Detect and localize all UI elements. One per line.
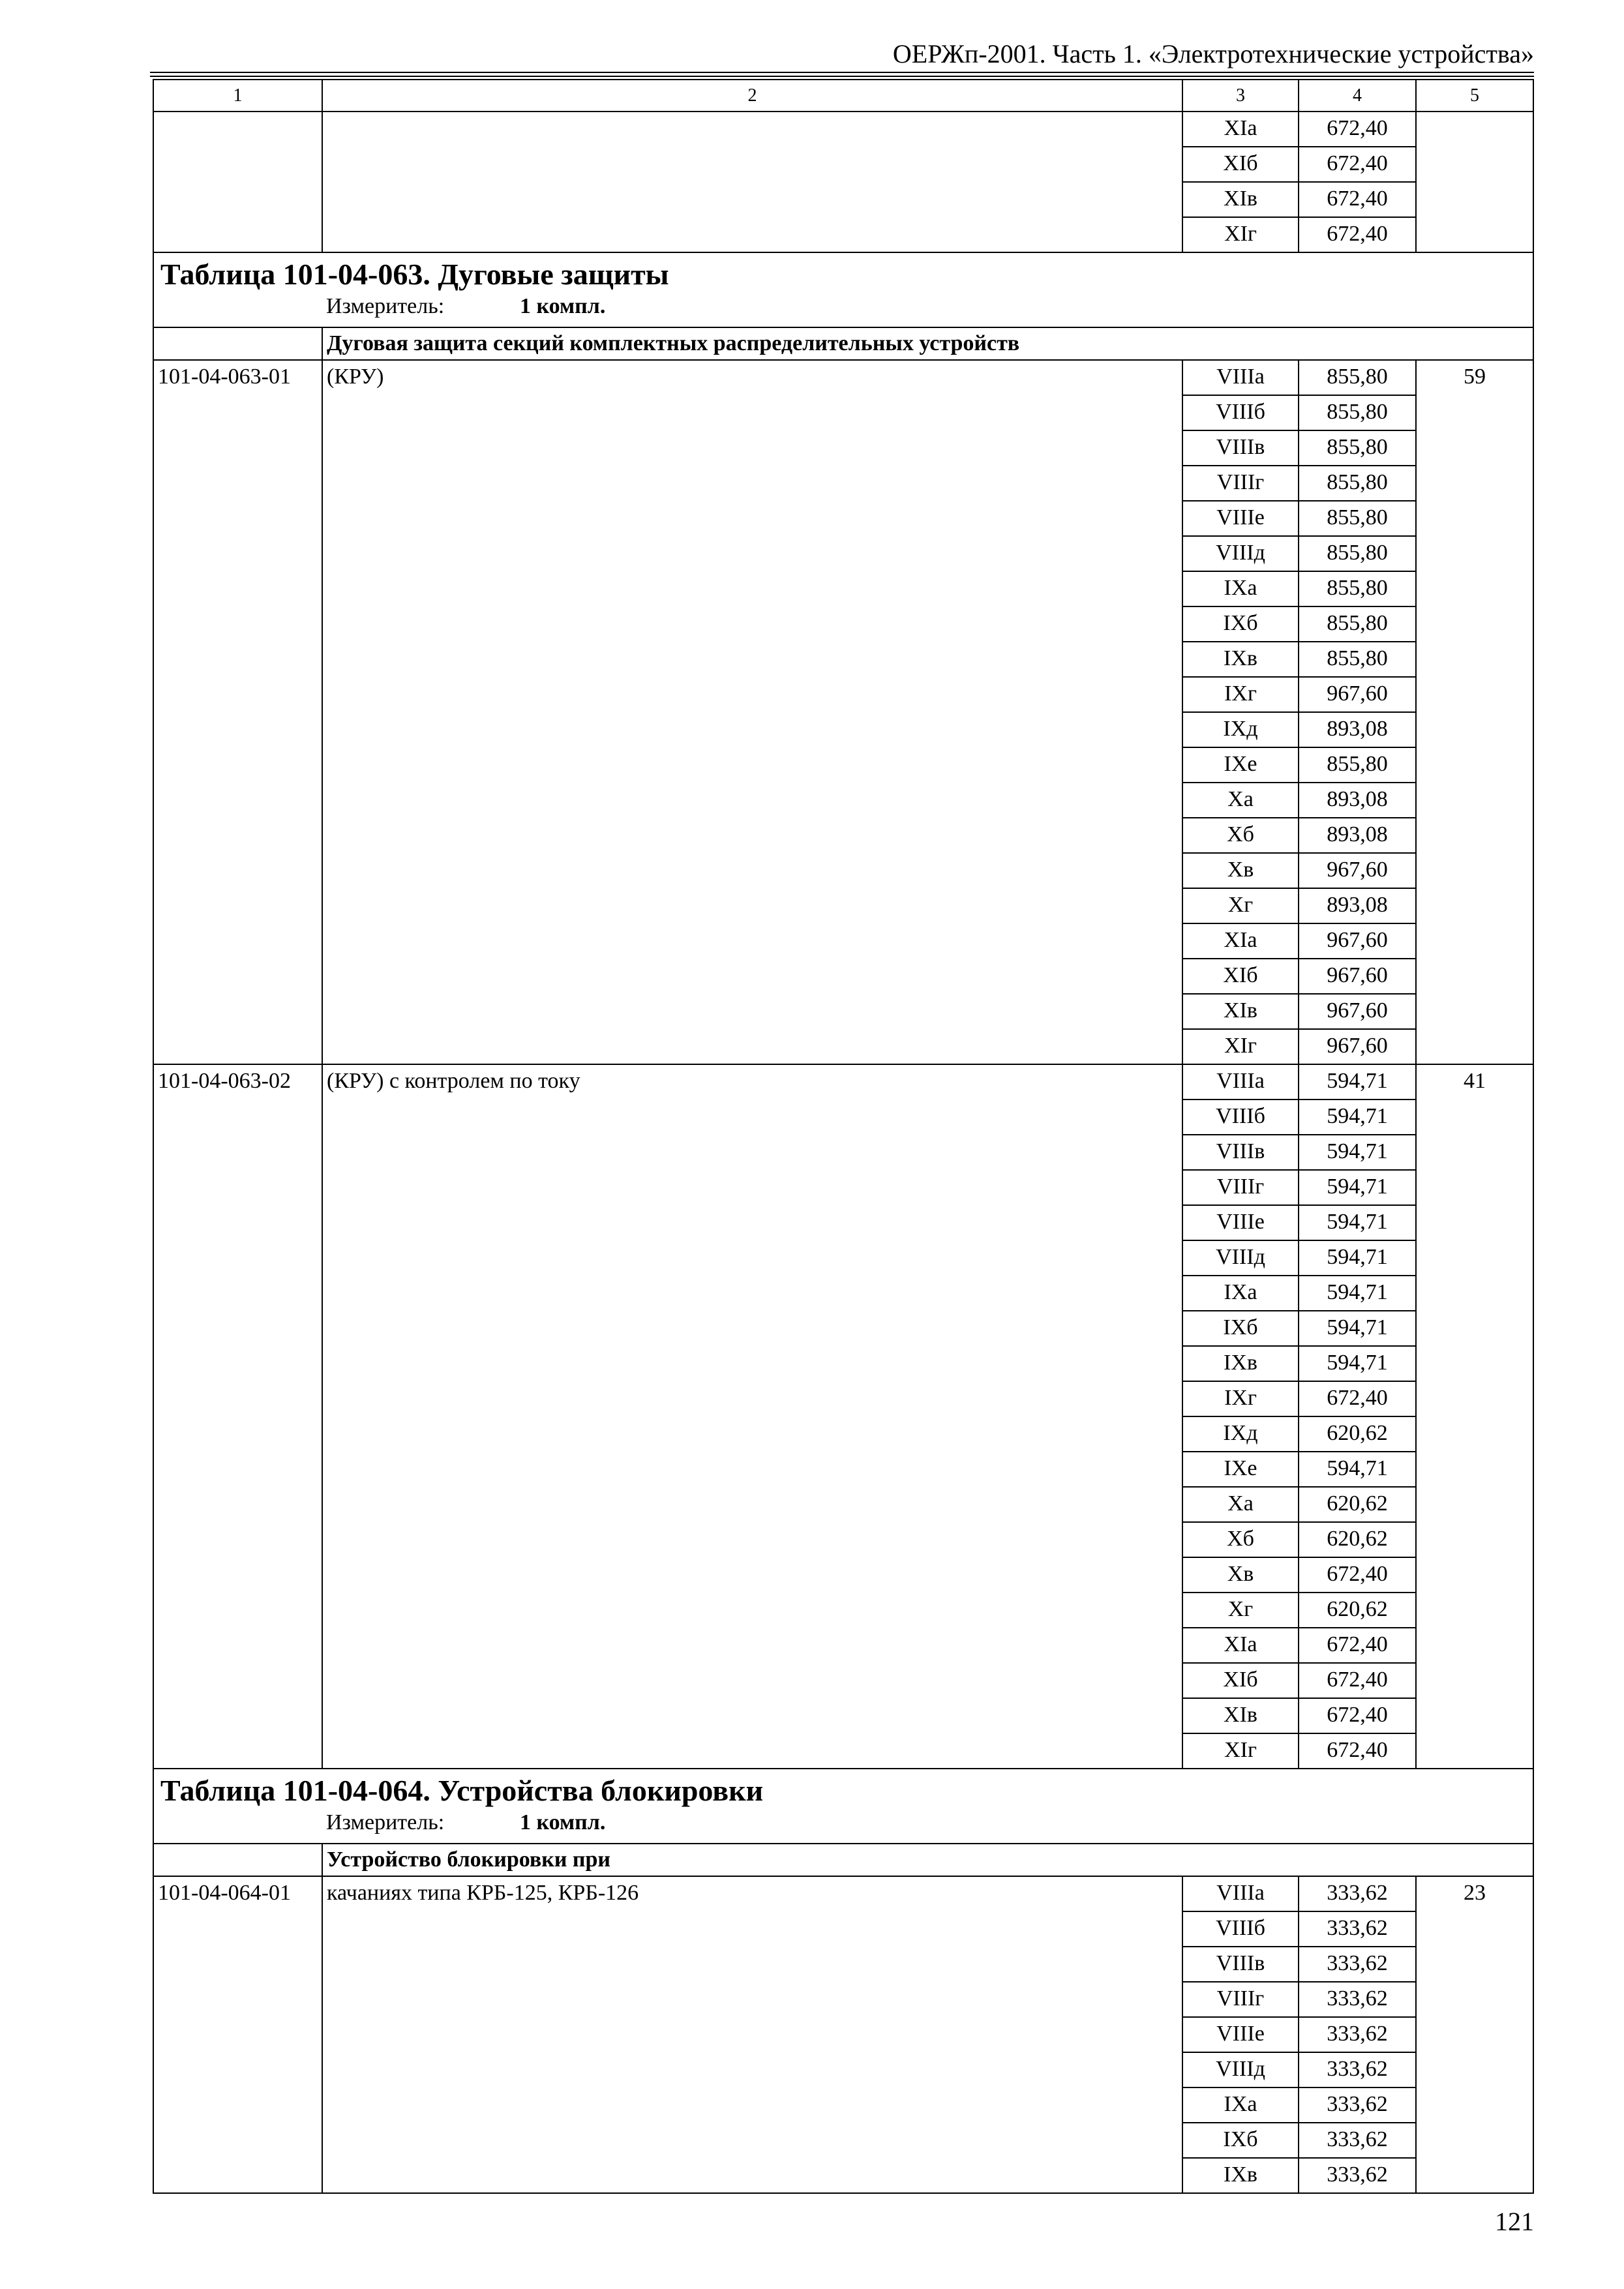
item-column-5 (1416, 112, 1533, 252)
price-value: 672,40 (1299, 1381, 1416, 1416)
item-code: 101-04-064-01 (153, 1876, 322, 2193)
price-value: 594,71 (1299, 1135, 1416, 1170)
price-value: 594,71 (1299, 1276, 1416, 1311)
price-value: 672,40 (1299, 1663, 1416, 1698)
subheader-row (153, 327, 1533, 360)
subheader-row (153, 1844, 1533, 1876)
zone-code: VIIIб (1182, 395, 1299, 430)
price-value: 855,80 (1299, 466, 1416, 501)
zone-code: IXа (1182, 571, 1299, 606)
price-value: 893,08 (1299, 888, 1416, 923)
page-number: 121 (1495, 2207, 1534, 2236)
zone-code: Xа (1182, 1487, 1299, 1522)
item-name: качаниях типа КРБ-125, КРБ-126 (322, 1876, 1182, 2193)
zone-code: VIIIг (1182, 466, 1299, 501)
price-value: 672,40 (1299, 217, 1416, 252)
price-value: 967,60 (1299, 853, 1416, 888)
price-value: 855,80 (1299, 606, 1416, 642)
item-code: 101-04-063-02 (153, 1064, 322, 1769)
item-code (153, 112, 322, 252)
zone-code: IXе (1182, 747, 1299, 783)
zone-code: XIа (1182, 1628, 1299, 1663)
price-value: 967,60 (1299, 959, 1416, 994)
price-table-body (153, 80, 1533, 2193)
zone-code: IXб (1182, 606, 1299, 642)
zone-code: XIв (1182, 1698, 1299, 1733)
price-value: 893,08 (1299, 818, 1416, 853)
zone-code: Xв (1182, 1557, 1299, 1593)
zone-code: VIIIв (1182, 1947, 1299, 1982)
zone-code: IXг (1182, 677, 1299, 712)
zone-code: Xг (1182, 888, 1299, 923)
price-value: 855,80 (1299, 360, 1416, 395)
price-value: 967,60 (1299, 677, 1416, 712)
price-value: 855,80 (1299, 536, 1416, 571)
price-value: 594,71 (1299, 1100, 1416, 1135)
zone-code: IXд (1182, 712, 1299, 747)
price-value: 855,80 (1299, 642, 1416, 677)
zone-code: XIг (1182, 1029, 1299, 1064)
zone-code: XIа (1182, 923, 1299, 959)
zone-code: VIIIд (1182, 536, 1299, 571)
zone-code: Xг (1182, 1593, 1299, 1628)
price-value: 855,80 (1299, 571, 1416, 606)
zone-code: IXв (1182, 1346, 1299, 1381)
zone-code: VIIIе (1182, 1205, 1299, 1240)
table-title: Таблица 101-04-063. Дуговые защиты (160, 258, 669, 291)
zone-code: IXб (1182, 1311, 1299, 1346)
table-row (153, 360, 1533, 395)
item-name: (КРУ) с контролем по току (322, 1064, 1182, 1769)
price-value: 594,71 (1299, 1452, 1416, 1487)
price-value: 672,40 (1299, 182, 1416, 217)
price-value: 620,62 (1299, 1416, 1416, 1452)
price-value: 594,71 (1299, 1064, 1416, 1100)
zone-code: Xб (1182, 1522, 1299, 1557)
price-value: 594,71 (1299, 1346, 1416, 1381)
table-title: Таблица 101-04-064. Устройства блокировки (160, 1774, 764, 1807)
zone-code: Xа (1182, 783, 1299, 818)
price-value: 893,08 (1299, 783, 1416, 818)
price-value: 967,60 (1299, 994, 1416, 1029)
price-value: 333,62 (1299, 1911, 1416, 1947)
item-name (322, 112, 1182, 252)
zone-code: XIб (1182, 959, 1299, 994)
zone-code: IXв (1182, 2158, 1299, 2193)
zone-code: VIIIв (1182, 1135, 1299, 1170)
measure-label: Измеритель: (326, 1810, 445, 1834)
column-number: 2 (322, 80, 1182, 112)
zone-code: XIг (1182, 1733, 1299, 1769)
subheader-text: Устройство блокировки при (322, 1844, 1533, 1876)
zone-code: VIIIа (1182, 360, 1299, 395)
table-title-cell (153, 1769, 1533, 1844)
zone-code: VIIIб (1182, 1100, 1299, 1135)
zone-code: VIIIа (1182, 1876, 1299, 1911)
column-number-row (153, 80, 1533, 112)
price-value: 333,62 (1299, 2052, 1416, 2087)
price-value: 594,71 (1299, 1170, 1416, 1205)
header-rule (150, 72, 1534, 73)
header-rule-double (150, 76, 1534, 77)
price-value: 594,71 (1299, 1240, 1416, 1276)
price-value: 672,40 (1299, 1733, 1416, 1769)
zone-code: VIIIд (1182, 2052, 1299, 2087)
column-number: 5 (1416, 80, 1533, 112)
measure-line (154, 1808, 1533, 1837)
price-value: 333,62 (1299, 2087, 1416, 2123)
price-value: 594,71 (1299, 1205, 1416, 1240)
zone-code: XIв (1182, 994, 1299, 1029)
item-column-5: 41 (1416, 1064, 1533, 1769)
subheader-spacer (153, 327, 322, 360)
measure-unit: 1 компл. (520, 1810, 606, 1834)
price-value: 333,62 (1299, 2158, 1416, 2193)
zone-code: VIIIа (1182, 1064, 1299, 1100)
measure-line (154, 292, 1533, 321)
price-value: 855,80 (1299, 395, 1416, 430)
price-value: 893,08 (1299, 712, 1416, 747)
column-number: 4 (1299, 80, 1416, 112)
price-value: 672,40 (1299, 1698, 1416, 1733)
price-value: 333,62 (1299, 2123, 1416, 2158)
table-row (153, 1876, 1533, 1911)
price-value: 672,40 (1299, 1628, 1416, 1663)
price-value: 333,62 (1299, 1947, 1416, 1982)
zone-code: XIб (1182, 1663, 1299, 1698)
zone-code: XIа (1182, 112, 1299, 147)
item-column-5: 59 (1416, 360, 1533, 1064)
price-value: 594,71 (1299, 1311, 1416, 1346)
table-title-cell (153, 252, 1533, 327)
zone-code: IXа (1182, 1276, 1299, 1311)
zone-code: VIIIе (1182, 501, 1299, 536)
table-row (153, 112, 1533, 147)
zone-code: Xб (1182, 818, 1299, 853)
subheader-text: Дуговая защита секций комплектных распределительных устройств (322, 327, 1533, 360)
measure-unit: 1 компл. (520, 294, 606, 318)
zone-code: IXа (1182, 2087, 1299, 2123)
price-value: 855,80 (1299, 501, 1416, 536)
price-value: 855,80 (1299, 747, 1416, 783)
column-number: 3 (1182, 80, 1299, 112)
zone-code: Xв (1182, 853, 1299, 888)
price-value: 620,62 (1299, 1593, 1416, 1628)
price-value: 333,62 (1299, 1876, 1416, 1911)
price-table (153, 79, 1534, 2194)
table-row (153, 1064, 1533, 1100)
table-title-row (153, 252, 1533, 327)
zone-code: IXд (1182, 1416, 1299, 1452)
zone-code: XIг (1182, 217, 1299, 252)
item-code: 101-04-063-01 (153, 360, 322, 1064)
price-value: 967,60 (1299, 923, 1416, 959)
price-value: 620,62 (1299, 1487, 1416, 1522)
zone-code: XIв (1182, 182, 1299, 217)
item-column-5: 23 (1416, 1876, 1533, 2193)
zone-code: VIIIв (1182, 430, 1299, 466)
table-title-row (153, 1769, 1533, 1844)
zone-code: XIб (1182, 147, 1299, 182)
price-value: 967,60 (1299, 1029, 1416, 1064)
zone-code: VIIIг (1182, 1982, 1299, 2017)
price-value: 333,62 (1299, 2017, 1416, 2052)
zone-code: VIIIб (1182, 1911, 1299, 1947)
subheader-spacer (153, 1844, 322, 1876)
measure-label: Измеритель: (326, 294, 445, 318)
zone-code: IXб (1182, 2123, 1299, 2158)
zone-code: IXв (1182, 642, 1299, 677)
running-header: ОЕРЖп-2001. Часть 1. «Электротехнические устройства» (892, 39, 1534, 68)
zone-code: VIIIг (1182, 1170, 1299, 1205)
zone-code: IXг (1182, 1381, 1299, 1416)
zone-code: VIIIе (1182, 2017, 1299, 2052)
item-name: (КРУ) (322, 360, 1182, 1064)
price-value: 620,62 (1299, 1522, 1416, 1557)
price-value: 672,40 (1299, 147, 1416, 182)
zone-code: IXе (1182, 1452, 1299, 1487)
zone-code: VIIIд (1182, 1240, 1299, 1276)
price-value: 672,40 (1299, 1557, 1416, 1593)
column-number: 1 (153, 80, 322, 112)
price-value: 855,80 (1299, 430, 1416, 466)
price-value: 333,62 (1299, 1982, 1416, 2017)
price-value: 672,40 (1299, 112, 1416, 147)
